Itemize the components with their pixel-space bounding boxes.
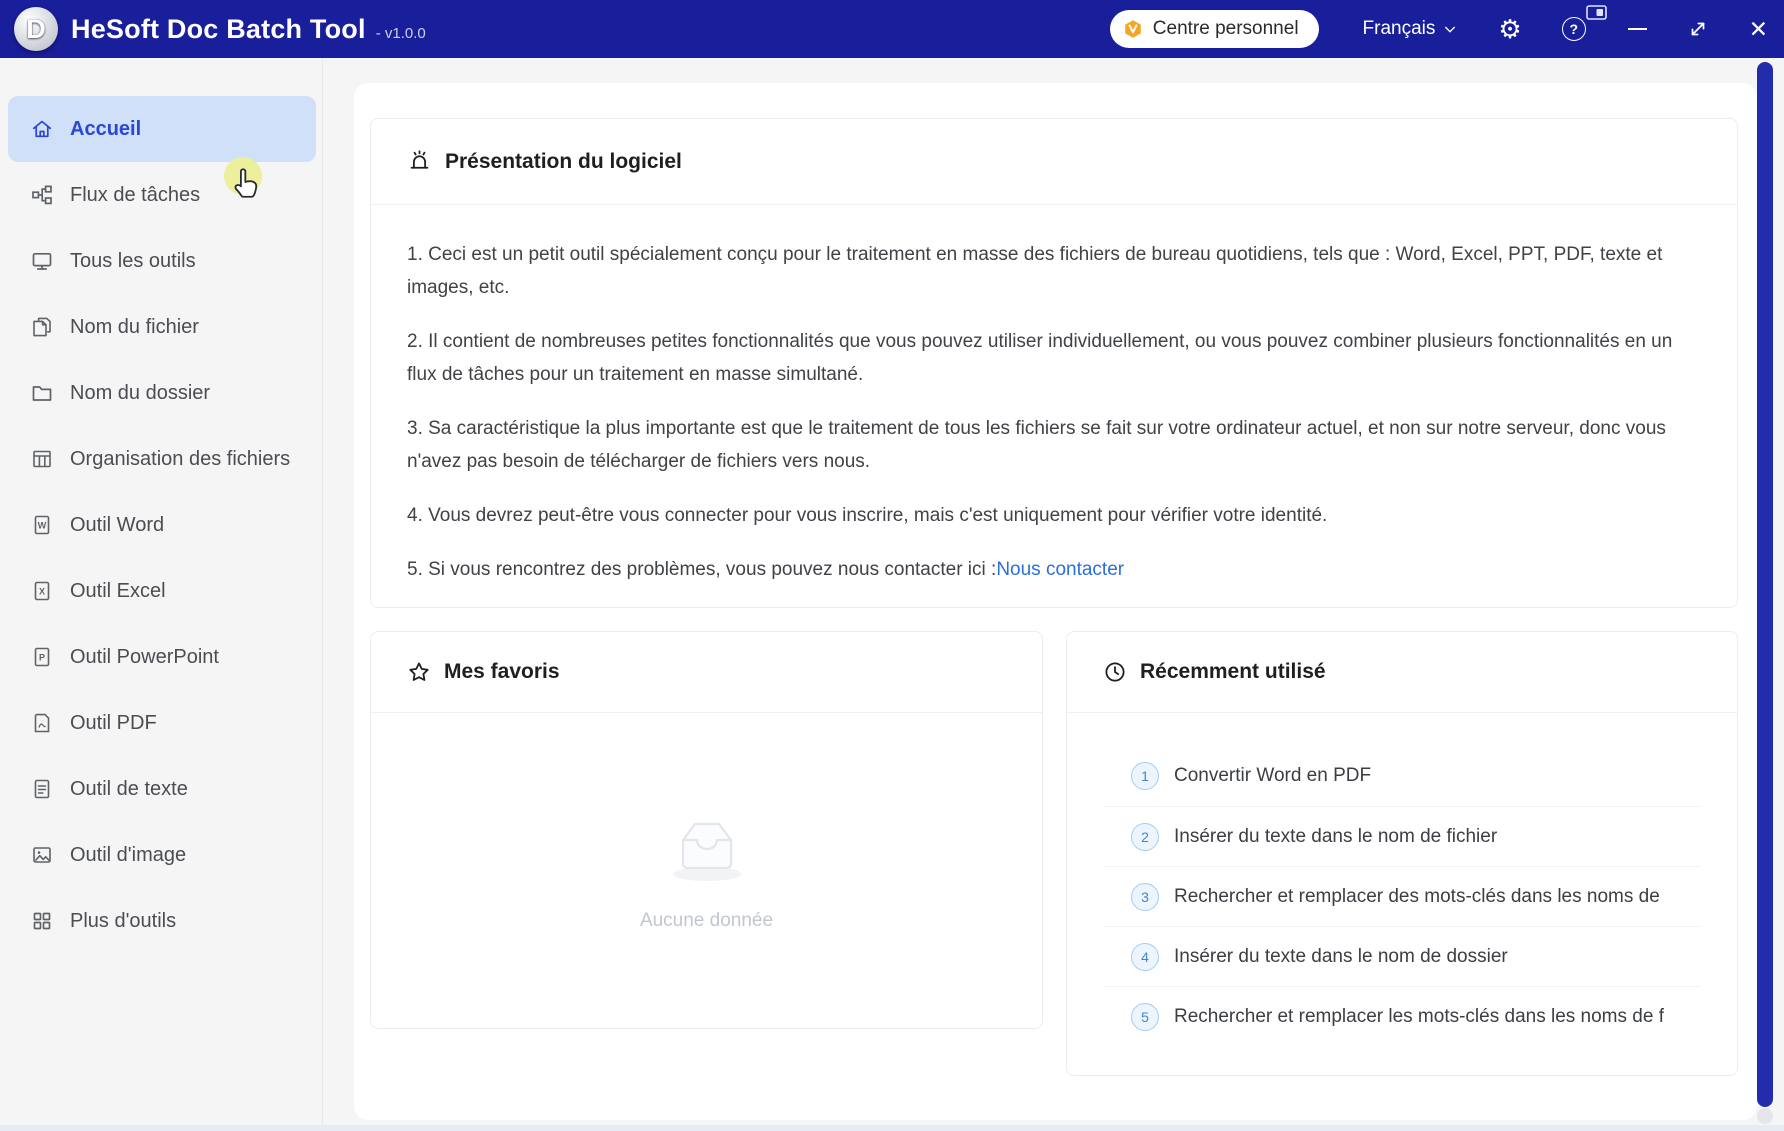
content-panel: [354, 83, 1757, 1120]
sidebar-item-organisation-des-fichiers[interactable]: [0, 426, 322, 492]
sidebar-item-outil-excel[interactable]: [0, 558, 322, 624]
intro-paragraph: 3. Sa caractéristique la plus importante est que le traitement de tous les fichiers se fait sur votre ordinateur actuel, et non sur notre serveur, donc vous n'avez pas besoin de télécharger de fichiers vers nous.: [407, 418, 1666, 472]
favorites-empty-state: [371, 713, 1042, 1029]
pdf-doc-icon: [30, 711, 54, 735]
item-number-badge: 1: [1131, 762, 1159, 790]
sidebar-item-outil-dimage[interactable]: [0, 822, 322, 888]
sidebar-item-label: Nom du fichier: [70, 315, 199, 338]
recent-item-label: Rechercher et remplacer des mots-clés dans les noms de: [1174, 885, 1660, 907]
vertical-scrollbar-thumb[interactable]: [1757, 62, 1773, 1107]
word-doc-icon: [30, 513, 54, 537]
favorites-card-header: [371, 632, 1042, 713]
text-doc-icon: [30, 777, 54, 801]
vip-badge-icon: [1122, 18, 1144, 40]
main-content: [323, 58, 1784, 1131]
overlay-widget-icon: [1586, 5, 1607, 25]
excel-doc-icon: [30, 579, 54, 603]
home-icon: [30, 117, 54, 141]
item-number-badge: 4: [1131, 943, 1159, 971]
sidebar-item-nom-du-dossier[interactable]: [0, 360, 322, 426]
grid-icon: [30, 909, 54, 933]
folder-icon: [30, 381, 54, 405]
sidebar-item-outil-powerpoint[interactable]: [0, 624, 322, 690]
item-number-badge: 2: [1131, 823, 1159, 851]
gear-icon: ⚙: [1498, 14, 1522, 44]
sidebar-item-label: Flux de tâches: [70, 183, 201, 206]
personal-center-button[interactable]: [1110, 10, 1319, 48]
recent-item[interactable]: [1103, 806, 1701, 866]
title-bar: [0, 0, 1784, 58]
sidebar-item-outil-pdf[interactable]: [0, 690, 322, 756]
star-icon: [407, 660, 431, 684]
expand-icon: [1687, 18, 1709, 40]
intro-paragraph-contact: [407, 553, 1692, 586]
window-bottom-edge: [0, 1125, 1784, 1131]
sidebar-item-label: Outil Word: [70, 513, 165, 536]
sidebar-item-outil-word[interactable]: [0, 492, 322, 558]
sidebar-item-outil-de-texte[interactable]: [0, 756, 322, 822]
chevron-down-icon: [1442, 21, 1458, 37]
table-layout-icon: [30, 447, 54, 471]
minimize-button[interactable]: [1628, 28, 1647, 30]
empty-state-label: Aucune donnée: [639, 910, 774, 931]
intro-paragraph: 2. Il contient de nombreuses petites fonctionnalités que vous pouvez utiliser individuellement, ou vous pouvez combiner plusieurs fonctionnalités en un flux de tâches pour un traitement en masse simultané.: [407, 331, 1673, 385]
svg-text:P: P: [38, 652, 46, 663]
sidebar-item-accueil[interactable]: [8, 96, 316, 162]
sidebar: [0, 58, 323, 1131]
recent-item[interactable]: [1103, 746, 1701, 806]
recent-item-label: Convertir Word en PDF: [1174, 765, 1372, 786]
recent-card-header: [1067, 632, 1737, 713]
app-title: HeSoft Doc Batch Tool: [71, 13, 366, 44]
recent-item[interactable]: [1103, 986, 1701, 1046]
sidebar-item-label: Outil d'image: [70, 843, 187, 866]
close-button[interactable]: [1749, 16, 1768, 43]
intro-body: [371, 205, 1737, 586]
intro-paragraph: 4. Vous devrez peut-être vous connecter pour vous inscrire, mais c'est uniquement pour vérifier votre identité.: [407, 505, 1328, 526]
maximize-button[interactable]: [1687, 18, 1709, 40]
sidebar-item-label: Organisation des fichiers: [70, 447, 291, 470]
personal-center-label: Centre personnel: [1152, 18, 1299, 39]
intro-title: Présentation du logiciel: [445, 149, 682, 173]
item-number-badge: 3: [1131, 883, 1159, 911]
titlebar-actions: [1110, 10, 1770, 48]
svg-text:X: X: [38, 586, 46, 597]
minimize-icon: [1628, 28, 1647, 30]
recent-item[interactable]: [1103, 866, 1701, 926]
recent-item-label: Insérer du texte dans le nom de dossier: [1174, 945, 1508, 967]
recent-item-label: Rechercher et remplacer les mots-clés dans les noms de f: [1174, 1005, 1664, 1027]
sidebar-item-tous-les-outils[interactable]: [0, 228, 322, 294]
sidebar-item-label: Outil PDF: [70, 711, 157, 734]
sidebar-item-label: Tous les outils: [70, 249, 196, 272]
sidebar-item-label: Outil de texte: [70, 777, 188, 800]
siren-icon: [407, 149, 432, 174]
sidebar-item-nom-du-fichier[interactable]: [0, 294, 322, 360]
favorites-card: [370, 631, 1043, 1029]
recent-item[interactable]: [1103, 926, 1701, 986]
contact-prefix: 5. Si vous rencontrez des problèmes, vous pouvez nous contacter ici :: [407, 559, 997, 580]
ppt-doc-icon: [30, 645, 54, 669]
clock-icon: [1103, 660, 1127, 684]
app-logo-letter: D: [26, 13, 46, 44]
app-version: - v1.0.0: [375, 24, 426, 42]
recent-list: [1103, 713, 1701, 1046]
sidebar-item-plus-doutils[interactable]: [0, 888, 322, 954]
sidebar-item-flux-de-taches[interactable]: [0, 162, 322, 228]
sidebar-item-label: Outil Excel: [70, 579, 166, 602]
image-icon: [30, 843, 54, 867]
sidebar-item-label: Accueil: [70, 117, 142, 140]
intro-card-header: [371, 119, 1737, 205]
sidebar-item-label: Outil PowerPoint: [70, 645, 219, 668]
help-icon: ?: [1569, 21, 1578, 37]
contact-us-link[interactable]: Nous contacter: [996, 559, 1125, 580]
intro-paragraph: 1. Ceci est un petit outil spécialement conçu pour le traitement en masse des fichiers de bureau quotidiens, tels que : Word, Excel, PPT, PDF, texte et images, etc.: [407, 244, 1663, 298]
recent-title: Récemment utilisé: [1140, 660, 1326, 683]
bottom-cards-row: [370, 631, 1738, 1076]
svg-text:W: W: [37, 520, 47, 531]
recent-card: [1066, 631, 1738, 1076]
app-logo: [14, 7, 58, 51]
scrollbar-track-end: [1757, 1108, 1773, 1124]
favorites-title: Mes favoris: [444, 660, 560, 683]
item-number-badge: 5: [1131, 1003, 1159, 1031]
language-label: Français: [1362, 18, 1436, 39]
sidebar-item-label: Plus d'outils: [70, 909, 177, 932]
close-icon: ✕: [1748, 15, 1768, 42]
sidebar-item-label: Nom du dossier: [70, 381, 211, 404]
empty-tray-icon: [659, 810, 755, 886]
recent-item-label: Insérer du texte dans le nom de fichier: [1174, 825, 1498, 847]
language-selector[interactable]: [1363, 18, 1459, 40]
workflow-icon: [30, 183, 54, 207]
settings-button[interactable]: [1498, 16, 1521, 42]
help-button[interactable]: [1562, 17, 1586, 41]
app-title-group: [71, 14, 426, 45]
intro-card: [370, 118, 1738, 608]
file-copy-icon: [30, 315, 54, 339]
monitor-icon: [30, 249, 54, 273]
